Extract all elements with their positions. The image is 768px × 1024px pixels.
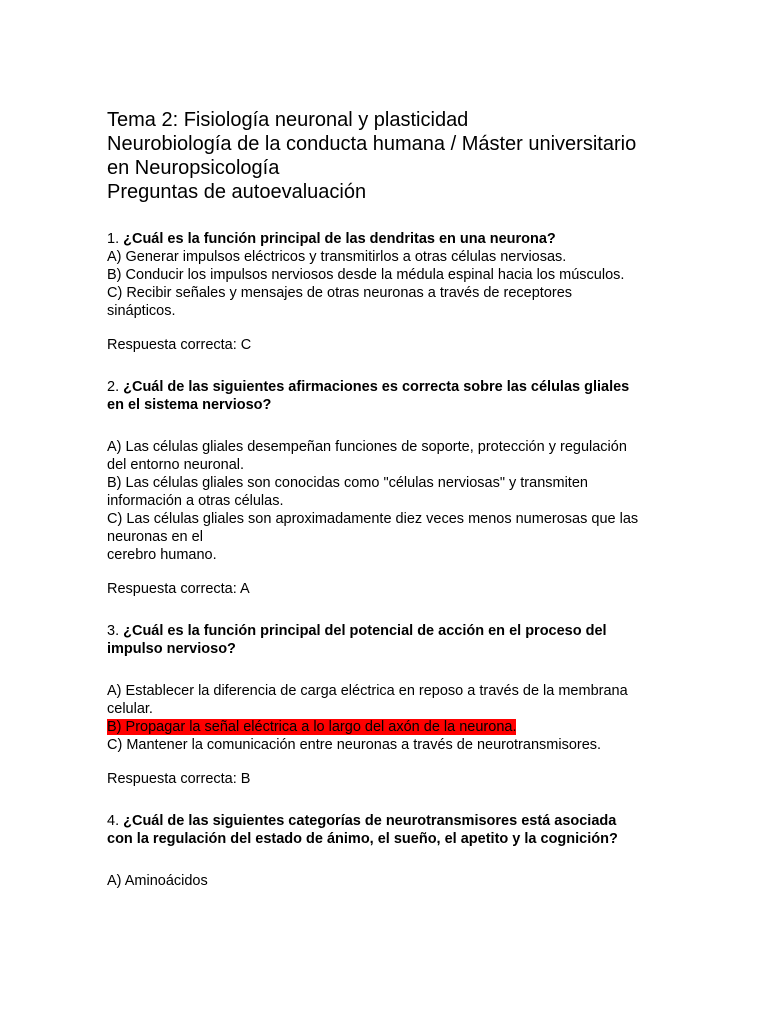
- option-line: información a otras células.: [107, 493, 284, 509]
- question-4-heading: [107, 812, 667, 830]
- question-number: 1.: [107, 231, 120, 247]
- title-line-3: en Neuropsicología: [107, 157, 280, 179]
- question-text: ¿Cuál de las siguientes categorías de neurotransmisores está asociada: [123, 813, 617, 829]
- question-text: ¿Cuál es la función principal de las dendritas en una neurona?: [123, 231, 556, 247]
- question-number: 3.: [107, 623, 120, 639]
- option-line: A) Las células gliales desempeñan funciones de soporte, protección y regulación: [107, 439, 627, 455]
- highlighted-option-text: B) Propagar la señal eléctrica a lo largo del axón de la neurona.: [107, 719, 517, 735]
- question-text: impulso nervioso?: [107, 641, 236, 657]
- question-3-heading: [107, 622, 667, 640]
- answer-line: Respuesta correcta: A: [107, 581, 250, 597]
- option-line: B) Conducir los impulsos nerviosos desde la médula espinal hacia los músculos.: [107, 267, 625, 283]
- question-text: ¿Cuál es la función principal del potencial de acción en el proceso del: [123, 623, 607, 639]
- option-line: B) Las células gliales son conocidas como "células nerviosas" y transmiten: [107, 475, 588, 491]
- question-text: en el sistema nervioso?: [107, 397, 272, 413]
- question-text: ¿Cuál de las siguientes afirmaciones es correcta sobre las células gliales: [123, 379, 630, 395]
- option-line: A) Establecer la diferencia de carga eléctrica en reposo a través de la membrana: [107, 683, 628, 699]
- option-line: sinápticos.: [107, 303, 176, 319]
- option-line: A) Generar impulsos eléctricos y transmitirlos a otras células nerviosas.: [107, 249, 567, 265]
- question-1: [107, 230, 667, 354]
- document-page: [107, 108, 667, 890]
- title-line-1: Tema 2: Fisiología neuronal y plasticidad: [107, 109, 469, 131]
- question-2-heading: [107, 378, 667, 396]
- option-line: C) Recibir señales y mensajes de otras neuronas a través de receptores: [107, 285, 573, 301]
- option-line: A) Aminoácidos: [107, 873, 208, 889]
- question-2: [107, 378, 667, 598]
- answer-line: Respuesta correcta: C: [107, 337, 252, 353]
- question-number: 4.: [107, 813, 120, 829]
- option-line: neuronas en el: [107, 529, 203, 545]
- option-line: cerebro humano.: [107, 547, 217, 563]
- question-text: con la regulación del estado de ánimo, el sueño, el apetito y la cognición?: [107, 831, 618, 847]
- question-number: 2.: [107, 379, 120, 395]
- option-line: celular.: [107, 701, 153, 717]
- document-header: [107, 108, 667, 204]
- option-line: C) Las células gliales son aproximadamente diez veces menos numerosas que las: [107, 511, 639, 527]
- question-1-heading: [107, 230, 667, 248]
- title-line-4: Preguntas de autoevaluación: [107, 181, 367, 203]
- question-4: [107, 812, 667, 890]
- option-line: del entorno neuronal.: [107, 457, 245, 473]
- question-3: [107, 622, 667, 788]
- answer-line: Respuesta correcta: B: [107, 771, 251, 787]
- option-line: C) Mantener la comunicación entre neuronas a través de neurotransmisores.: [107, 737, 602, 753]
- highlighted-option-line: [107, 718, 667, 736]
- title-line-2: Neurobiología de la conducta humana / Máster universitario: [107, 133, 637, 155]
